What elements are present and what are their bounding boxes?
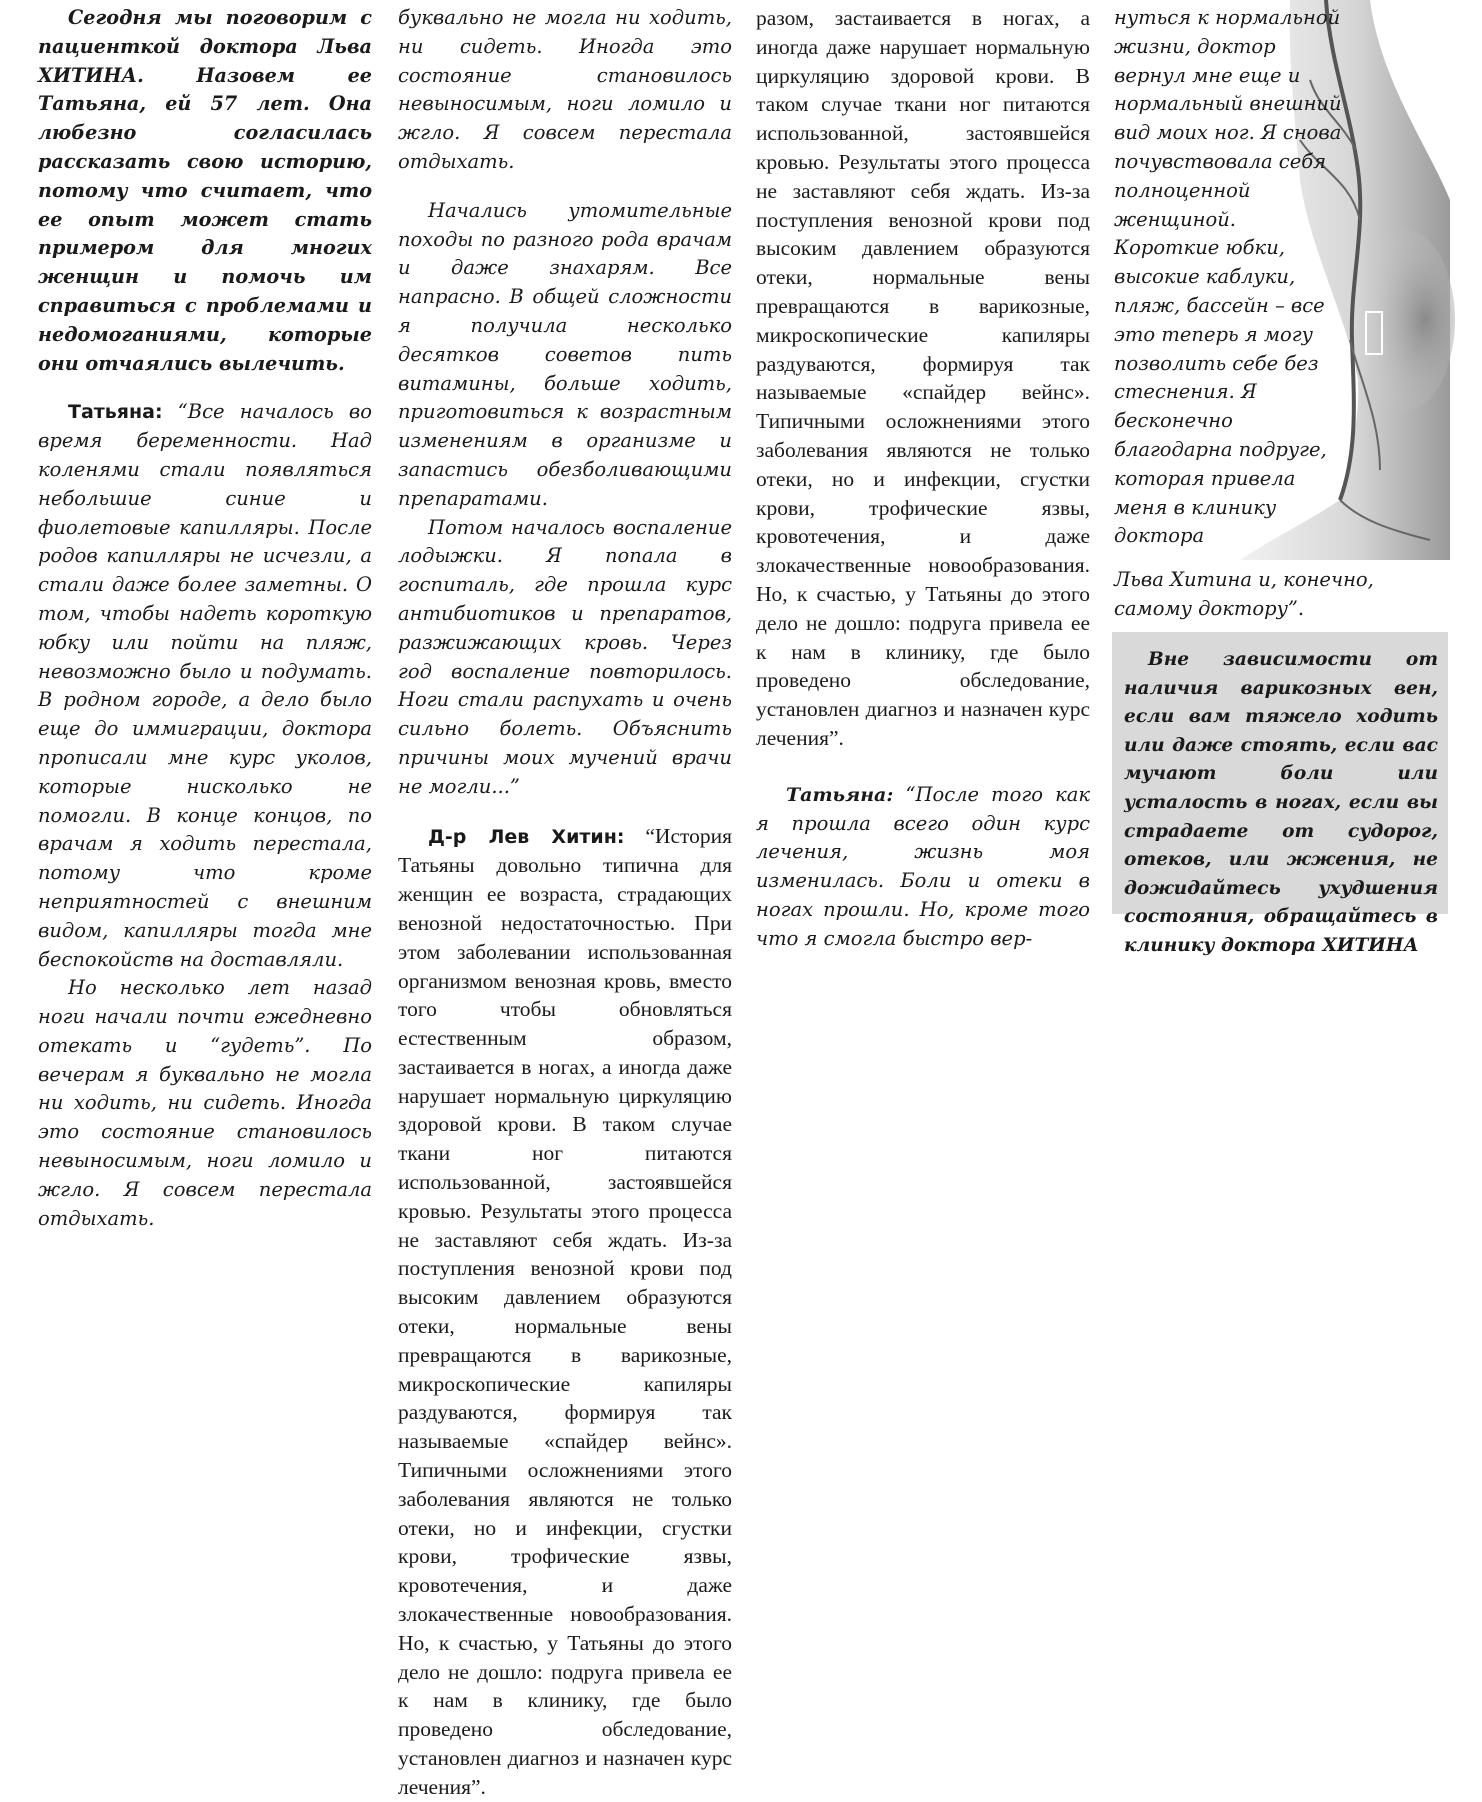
column-3 xyxy=(756,4,1090,954)
doctor-label: Д-р Лев Хитин: xyxy=(428,825,625,848)
speaker-label: Татьяна: xyxy=(68,401,163,424)
tatiana-quote-5-text: “После того как я прошла всего один курс лечения, жизнь моя изменилась. Боли и отеки в ногах прошли. Но, кроме того что я смогла быстро вер- xyxy=(756,782,1090,950)
doctor-quote xyxy=(398,822,733,1799)
tatiana-quote-1-text: “Все началось во время беременности. Над коленями стали появляться небольшие синие и фиолетовые капилляры. После родов капилляры не исчезли, а стали даже более заметны. О том, чтобы надеть короткую юбку или пойти на пляж, невозможно было и подумать. В родном городе, а дело было еще до иммиграции, доктора прописали мне курс уколов, которые нисколько не помогли. В конце концов, по врачам я ходить перестала, потому что кроме неприятностей с внешним видом, капилляры тогда мне беспокойств на доставляли. xyxy=(38,400,373,971)
tatiana-quote-5 xyxy=(756,781,1090,954)
tatiana-quote-3: Начались утомительные походы по разного рода врачам и даже знахарям. Все напрасно. В общей сложности я получила несколько десятков советов пить витамины, больше ходить, приготовиться к возрастным изменениям в организме и запастись обезболивающими препаратами. xyxy=(398,198,732,510)
column-2 xyxy=(398,4,733,1799)
doctor-quote-cont: разом, застаивается в ногах, а иногда даже нарушает нормальную циркуляцию здоровой крови. В таком случае ткани ног питаются использованной, застоявшейся кровью. Результаты этого процесса не заставляют себя ждать. Из-за поступления венозной крови под высоким давлением образуются отеки, нормальные вены превращаются в варикозные, микроскопические капиляры раздуваются, формируя так называемые «спайдер вейнс». Типичными осложнениями этого заболевания являются не только отеки, но и инфекции, сгустки крови, трофические язвы, кровотечения, и даже злокачественные новообразования. Но, к счастью, у Татьяны до этого дело не дошло: подруга привела ее к нам в клинику, где было проведено обследование, установлен диагноз и назначен курс лечения”. xyxy=(756,6,1090,750)
column-1 xyxy=(38,4,373,1230)
intro-paragraph: Сегодня мы поговорим с пациенткой доктора Льва ХИТИНА. Назовем ее Татьяна, ей 57 лет. Она любезно согласилась рассказать свою историю, потому что считает, что ее опыт может стать примером для многих женщин и помочь им справиться с проблемами и недомоганиями, которые они отчаялись вылечить. xyxy=(38,6,372,375)
column-4-tail xyxy=(1114,566,1454,624)
tatiana-quote-1 xyxy=(38,398,372,974)
tatiana-quote-2-cont: буквально не могла ни ходить, ни сидеть. Иногда это состояние становилось невыносимым, ноги ломило и жгло. Я совсем перестала отдыхать. xyxy=(398,6,732,173)
callout-box xyxy=(1112,632,1448,956)
tatiana-quote-5-end: Льва Хитина и, конечно, самому доктору”. xyxy=(1114,568,1374,620)
speaker-label-2: Татьяна: xyxy=(786,783,894,806)
callout-text: Вне зависимости от наличия варикозных вен, если вам тяжело ходить или даже стоять, если вас мучают боли или усталость в ногах, если вы страдаете от судорог, отеков, или жжения, не дожидайтесь ухудшения состояния, обращайтесь в клинику доктора ХИТИНА xyxy=(1124,649,1438,956)
column-4 xyxy=(1114,4,1344,551)
tatiana-quote-2: Но несколько лет назад ноги начали почти ежедневно отекать и “гудеть”. По вечерам я буквально не могла ни ходить, ни сидеть. Иногда это состояние становилось невыносимым, ноги ломило и жгло. Я совсем перестала отдыхать. xyxy=(38,976,372,1230)
tatiana-quote-5-cont: нуться к нормальной жизни, доктор вернул мне еще и нормальный внешний вид моих ног. Я снова почувствовала себя полноценной женщиной. Короткие юбки, высокие каблуки, пляж, бассейн – все это теперь я могу позволить себе без стеснения. Я бесконечно благодарна подруге, которая привела меня в клинику доктора xyxy=(1114,6,1342,548)
doctor-quote-text: “История Татьяны довольно типична для женщин ее возраста, страдающих венозной недостаточностью. При этом заболевании использованная организмом венозная кровь, вместо того чтобы обновляться естественным образом, застаивается в ногах, а иногда даже нарушает нормальную циркуляцию здоровой крови. В таком случае ткани ног питаются использованной, застоявшейся кровью. Результаты этого процесса не заставляют себя ждать. Из-за поступления венозной крови под высоким давлением образуются отеки, нормальные вены превращаются в варикозные, микроскопические капиляры раздуваются, формируя так называемые «спайдер вейнс». Типичными осложнениями этого заболевания являются не только отеки, но и инфекции, сгустки крови, трофические язвы, кровотечения, и даже злокачественные новообразования. Но, к счастью, у Татьяны до этого дело не дошло: подруга привела ее к нам в клинику, где было проведено обследование, установлен диагноз и назначен курс лечения”. xyxy=(398,823,733,1799)
tatiana-quote-4: Потом началось воспаление лодыжки. Я попала в госпиталь, где прошла курс антибиотиков и препаратов, разжижающих кровь. Через год воспаление повторилось. Ноги стали распухать и очень сильно болеть. Объяснить причины моих мучений врачи не могли...” xyxy=(398,515,732,798)
